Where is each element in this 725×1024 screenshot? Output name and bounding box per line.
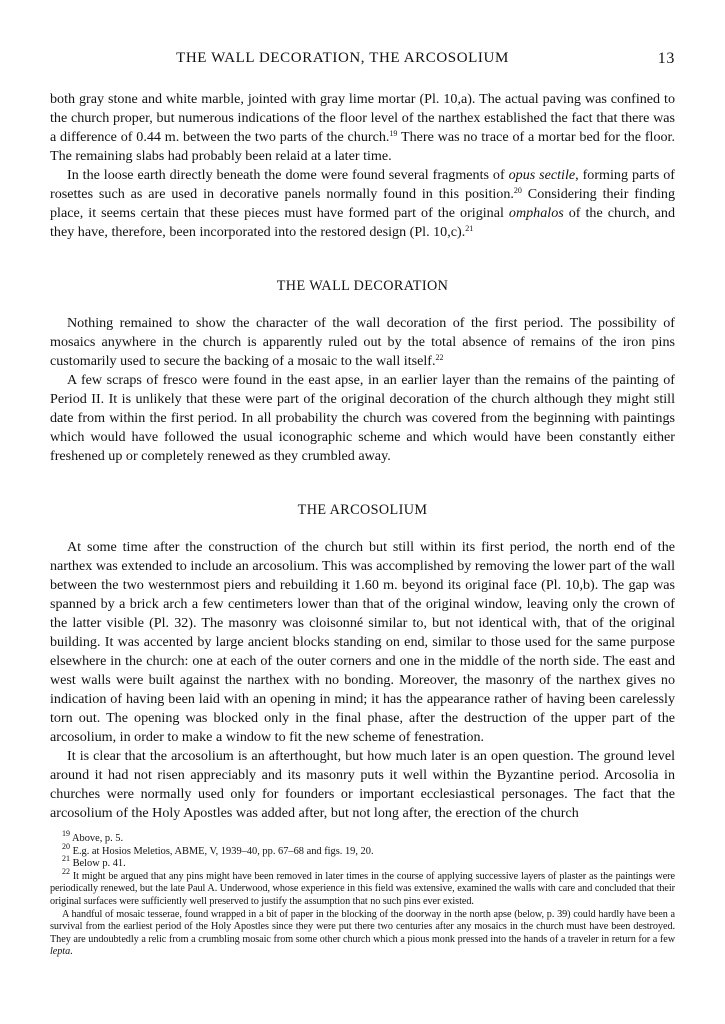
footnote-22: $^{22}$ It might be argued that any pins might have been removed in later times in the course of applying successive layers of plaster as the paintings were periodically renewed, but the late Paul A. Underwood, whose experience in this field was extensive, examined the walls with care and concluded that their original surfaces were sufficiently well preserved to justify the assumption that no such pins ever existed. xyxy=(50,866,675,907)
footnote-ref-19[interactable]: 19 xyxy=(389,129,398,138)
page-number: 13 xyxy=(657,50,675,67)
footnotes xyxy=(50,829,675,959)
footnote-21: $^{21}$ Below p. 41. xyxy=(62,854,126,870)
paragraph-arcosolium-1: At some time after the construction of the church but still within its first period, the north end of the narthex was extended to include an arcosolium. This was accomplished by removing the lower part of the wall between the two westernmost piers and rebuilding it 1.60 m. beyond its original face (Pl. 10,b). The gap was spanned by a brick arch a few centimeters lower than that of the original window, leaving only the crown of the latter visible (Pl. 32). The masonry was cloisonné similar to, but not identical with, that of the original building. It was accented by large ancient blocks standing on end, similar to those used for the same purpose elsewhere in the church: one at each of the outer corners and one in the middle of the north side. The east and west walls were built against the narthex with no bonding. Moreover, the masonry of the narthex gives no indication of having been laid with an opening in mind; it has the appearance rather of having been carelessly torn out. The opening was blocked only in the final phase, after the destruction of the upper part of the arcosolium, in order to make a window to fit the new scheme of fenestration. xyxy=(50,539,675,745)
paragraph-paving: both gray stone and white marble, jointed with gray lime mortar (Pl. 10,a). The actual paving was confined to the church proper, but numerous indications of the floor level of the narthex established the fact that there was a difference of 0.44 m. between the two parts of the church.$^{19}$ There was no trace of a mortar bed for the floor. The remaining slabs had probably been relaid at a later time. xyxy=(50,91,675,164)
paragraph-wall-decoration-1: Nothing remained to show the character of the wall decoration of the first period. The possibility of mosaics anywhere in the church is apparently ruled out by the total absence of remains of the iron pins customarily used to secure the backing of a mosaic to the wall itself.$^{22}$ xyxy=(50,315,675,369)
running-head xyxy=(50,50,675,76)
footnote-ref-21[interactable]: 21 xyxy=(465,224,474,233)
heading-wall-decoration: THE WALL DECORATION xyxy=(276,278,449,294)
page xyxy=(50,50,675,959)
running-title: THE WALL DECORATION, THE ARCOSOLIUM xyxy=(176,50,509,66)
footnote-ref-20[interactable]: 20 xyxy=(513,186,522,195)
footnote-22-continuation: A handful of mosaic tesserae, found wrapped in a bit of paper in the blocking of the doorway in the north apse (below, p. 39) could hardly have been a survival from the earliest period of the Holy Apostles since they were put there two centuries after any mosaics in the church must have been destroyed. They are undoubtedly a relic from a crumbling mosaic from some other church which a pious monk pressed into the hands of a traveler in return for a few lepta. xyxy=(50,908,675,958)
paragraph-opus-sectile: In the loose earth directly beneath the dome were found several fragments of opus sectile, forming parts of rosettes such as are used in decorative panels normally found in this position.$^{20}$ Considering their finding place, it seems certain that these pieces must have formed part of the original omphalos of the church, and they have, therefore, been incorporated into the restored design (Pl. 10,c).$^{21}$ xyxy=(50,167,676,240)
footnote-19: $^{19}$ Above, p. 5. xyxy=(62,829,124,844)
footnote-20: $^{20}$ E.g. at Hosios Meletios, ABME, V, 1939–40, pp. 67–68 and figs. 19, 20. xyxy=(62,841,374,857)
paragraph-wall-decoration-2: A few scraps of fresco were found in the east apse, in an earlier layer than the remains of the painting of Period II. It is unlikely that these were part of the original decoration of the church although they might still date from within the first period. In all probability the church was covered from the beginning with paintings which would have followed the usual iconographic scheme and which would have been constantly either freshened up or completely renewed as they crumbled away. xyxy=(50,372,675,464)
paragraph-arcosolium-2: It is clear that the arcosolium is an afterthought, but how much later is an open question. The ground level around it had not risen appreciably and its masonry puts it well within the Byzantine period. Arcosolia in churches were normally used only for founders or important ecclesiastical personages. The fact that the arcosolium of the Holy Apostles was added after, but not long after, the erection of the church xyxy=(50,748,675,821)
heading-arcosolium: THE ARCOSOLIUM xyxy=(297,502,428,518)
footnote-ref-22[interactable]: 22 xyxy=(435,353,444,362)
